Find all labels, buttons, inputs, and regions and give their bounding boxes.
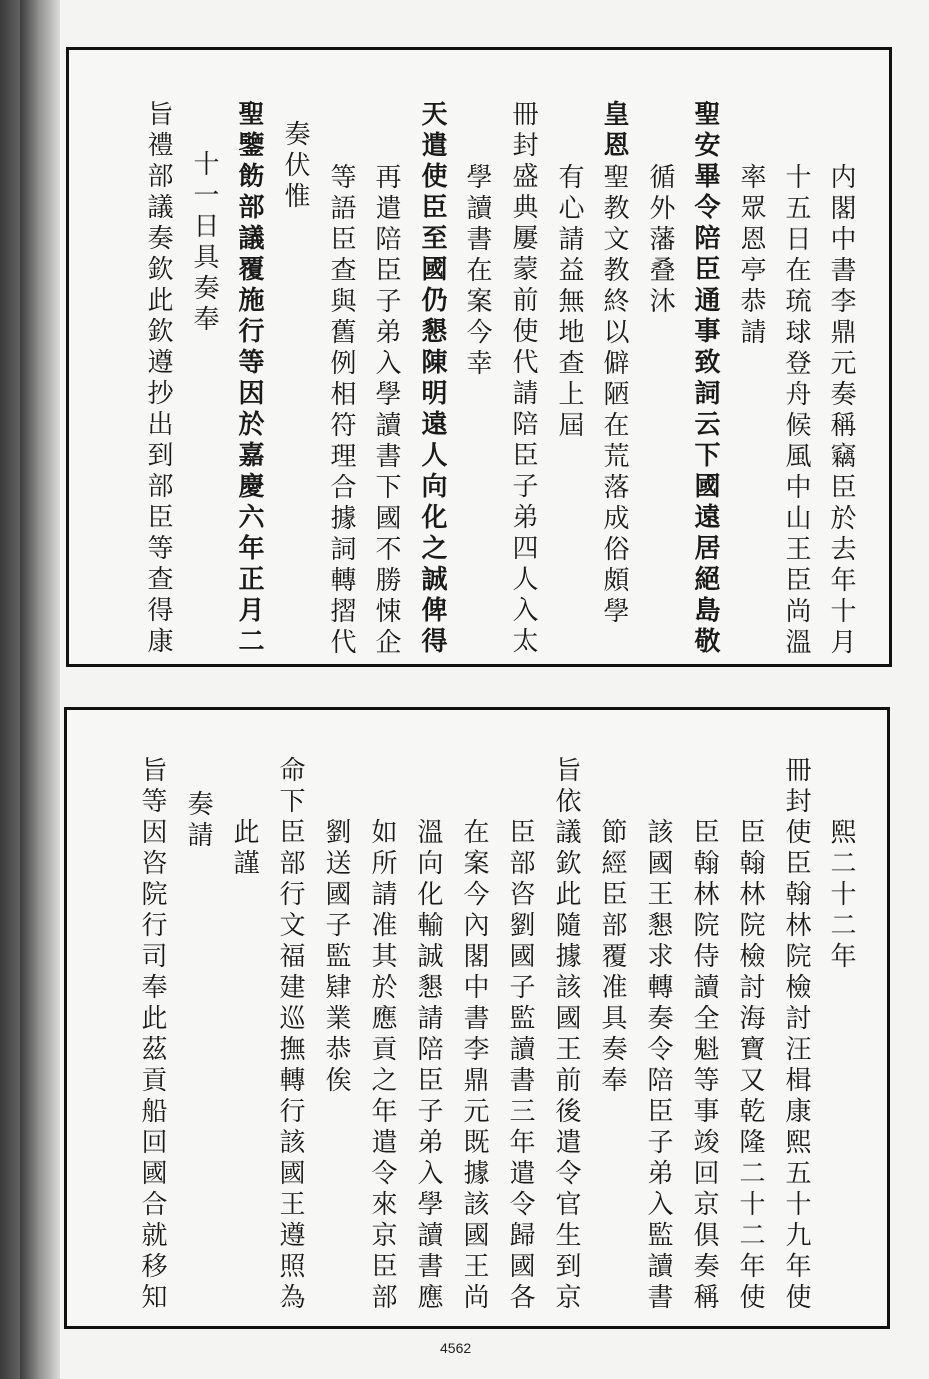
book-gutter — [20, 0, 38, 1379]
bottom-column-2: 冊封使臣翰林院檢討汪楫康熙五十九年使 — [781, 756, 811, 1314]
page-number: 4562 — [440, 1340, 472, 1356]
bottom-column-16: 旨等因咨院行司奉此茲貢船回國合就移知 — [137, 756, 167, 1314]
bottom-column-14: 此謹 — [229, 818, 259, 880]
top-column-1: 内閣中書李鼎元奏稱竊臣於去年十月 — [826, 163, 856, 659]
bottom-column-10: 溫向化輸誠懇請陪臣子弟入學讀書應 — [413, 818, 443, 1314]
bottom-column-12: 劉送國子監肄業恭俟 — [321, 818, 351, 1097]
bottom-column-9: 在案今內閣中書李鼎元既據該國王尚 — [459, 818, 489, 1314]
top-column-16: 十一日具奏奉 — [189, 150, 219, 336]
bottom-column-5: 該國王懇求轉奏令陪臣子弟入監讀書 — [643, 818, 673, 1314]
top-column-6: 皇恩 — [599, 100, 629, 162]
top-column-10: 學讀書在案今幸 — [462, 163, 492, 380]
top-column-13: 等語臣查與舊例相符理合據詞轉摺代 — [326, 163, 356, 659]
top-column-7: 聖教文教終以僻陋在荒落成俗頗學 — [599, 163, 629, 628]
book-spine-shadow — [0, 0, 60, 1379]
top-column-12: 再遣陪臣子弟入學讀書下國不勝悚企 — [371, 163, 401, 659]
bottom-column-8: 臣部咨劉國子監讀書三年遣令歸國各 — [505, 818, 535, 1314]
bottom-column-15: 奏請 — [183, 790, 213, 852]
bottom-column-6: 節經臣部覆准具奏奉 — [597, 818, 627, 1097]
top-column-11: 天遣使臣至國仍懇陳明遠人向化之誠俾得 — [417, 100, 447, 658]
bottom-column-13: 命下臣部行文福建巡撫轉行該國王遵照為 — [275, 756, 305, 1314]
bottom-column-7: 旨依議欽此隨據該國王前後遣令官生到京 — [551, 756, 581, 1314]
top-column-17: 旨禮部議奏欽此欽遵抄出到部臣等查得康 — [143, 100, 173, 658]
top-column-8: 有心請益無地查上屆 — [554, 163, 584, 442]
top-column-5: 循外藩叠沐 — [645, 163, 675, 318]
top-column-4: 聖安畢令陪臣通事致詞云下國遠居絕島敬 — [690, 100, 720, 658]
top-column-3: 率眾恩亭恭請 — [736, 163, 766, 349]
top-column-2: 十五日在琉球登舟候風中山王臣尚溫 — [781, 163, 811, 659]
bottom-column-3: 臣翰林院檢討海寶又乾隆二十二年使 — [735, 818, 765, 1314]
bottom-column-1: 熙二十二年 — [826, 818, 856, 973]
bottom-column-11: 如所請准其於應貢之年遣令來京臣部 — [367, 818, 397, 1314]
top-column-15: 聖鑒飭部議覆施行等因於嘉慶六年正月二 — [234, 100, 264, 658]
bottom-column-4: 臣翰林院侍讀全魁等事竣回京俱奏稱 — [689, 818, 719, 1314]
top-column-14: 奏伏惟 — [280, 120, 310, 213]
top-column-9: 冊封盛典屢蒙前使代請陪臣子弟四人入太 — [508, 100, 538, 658]
